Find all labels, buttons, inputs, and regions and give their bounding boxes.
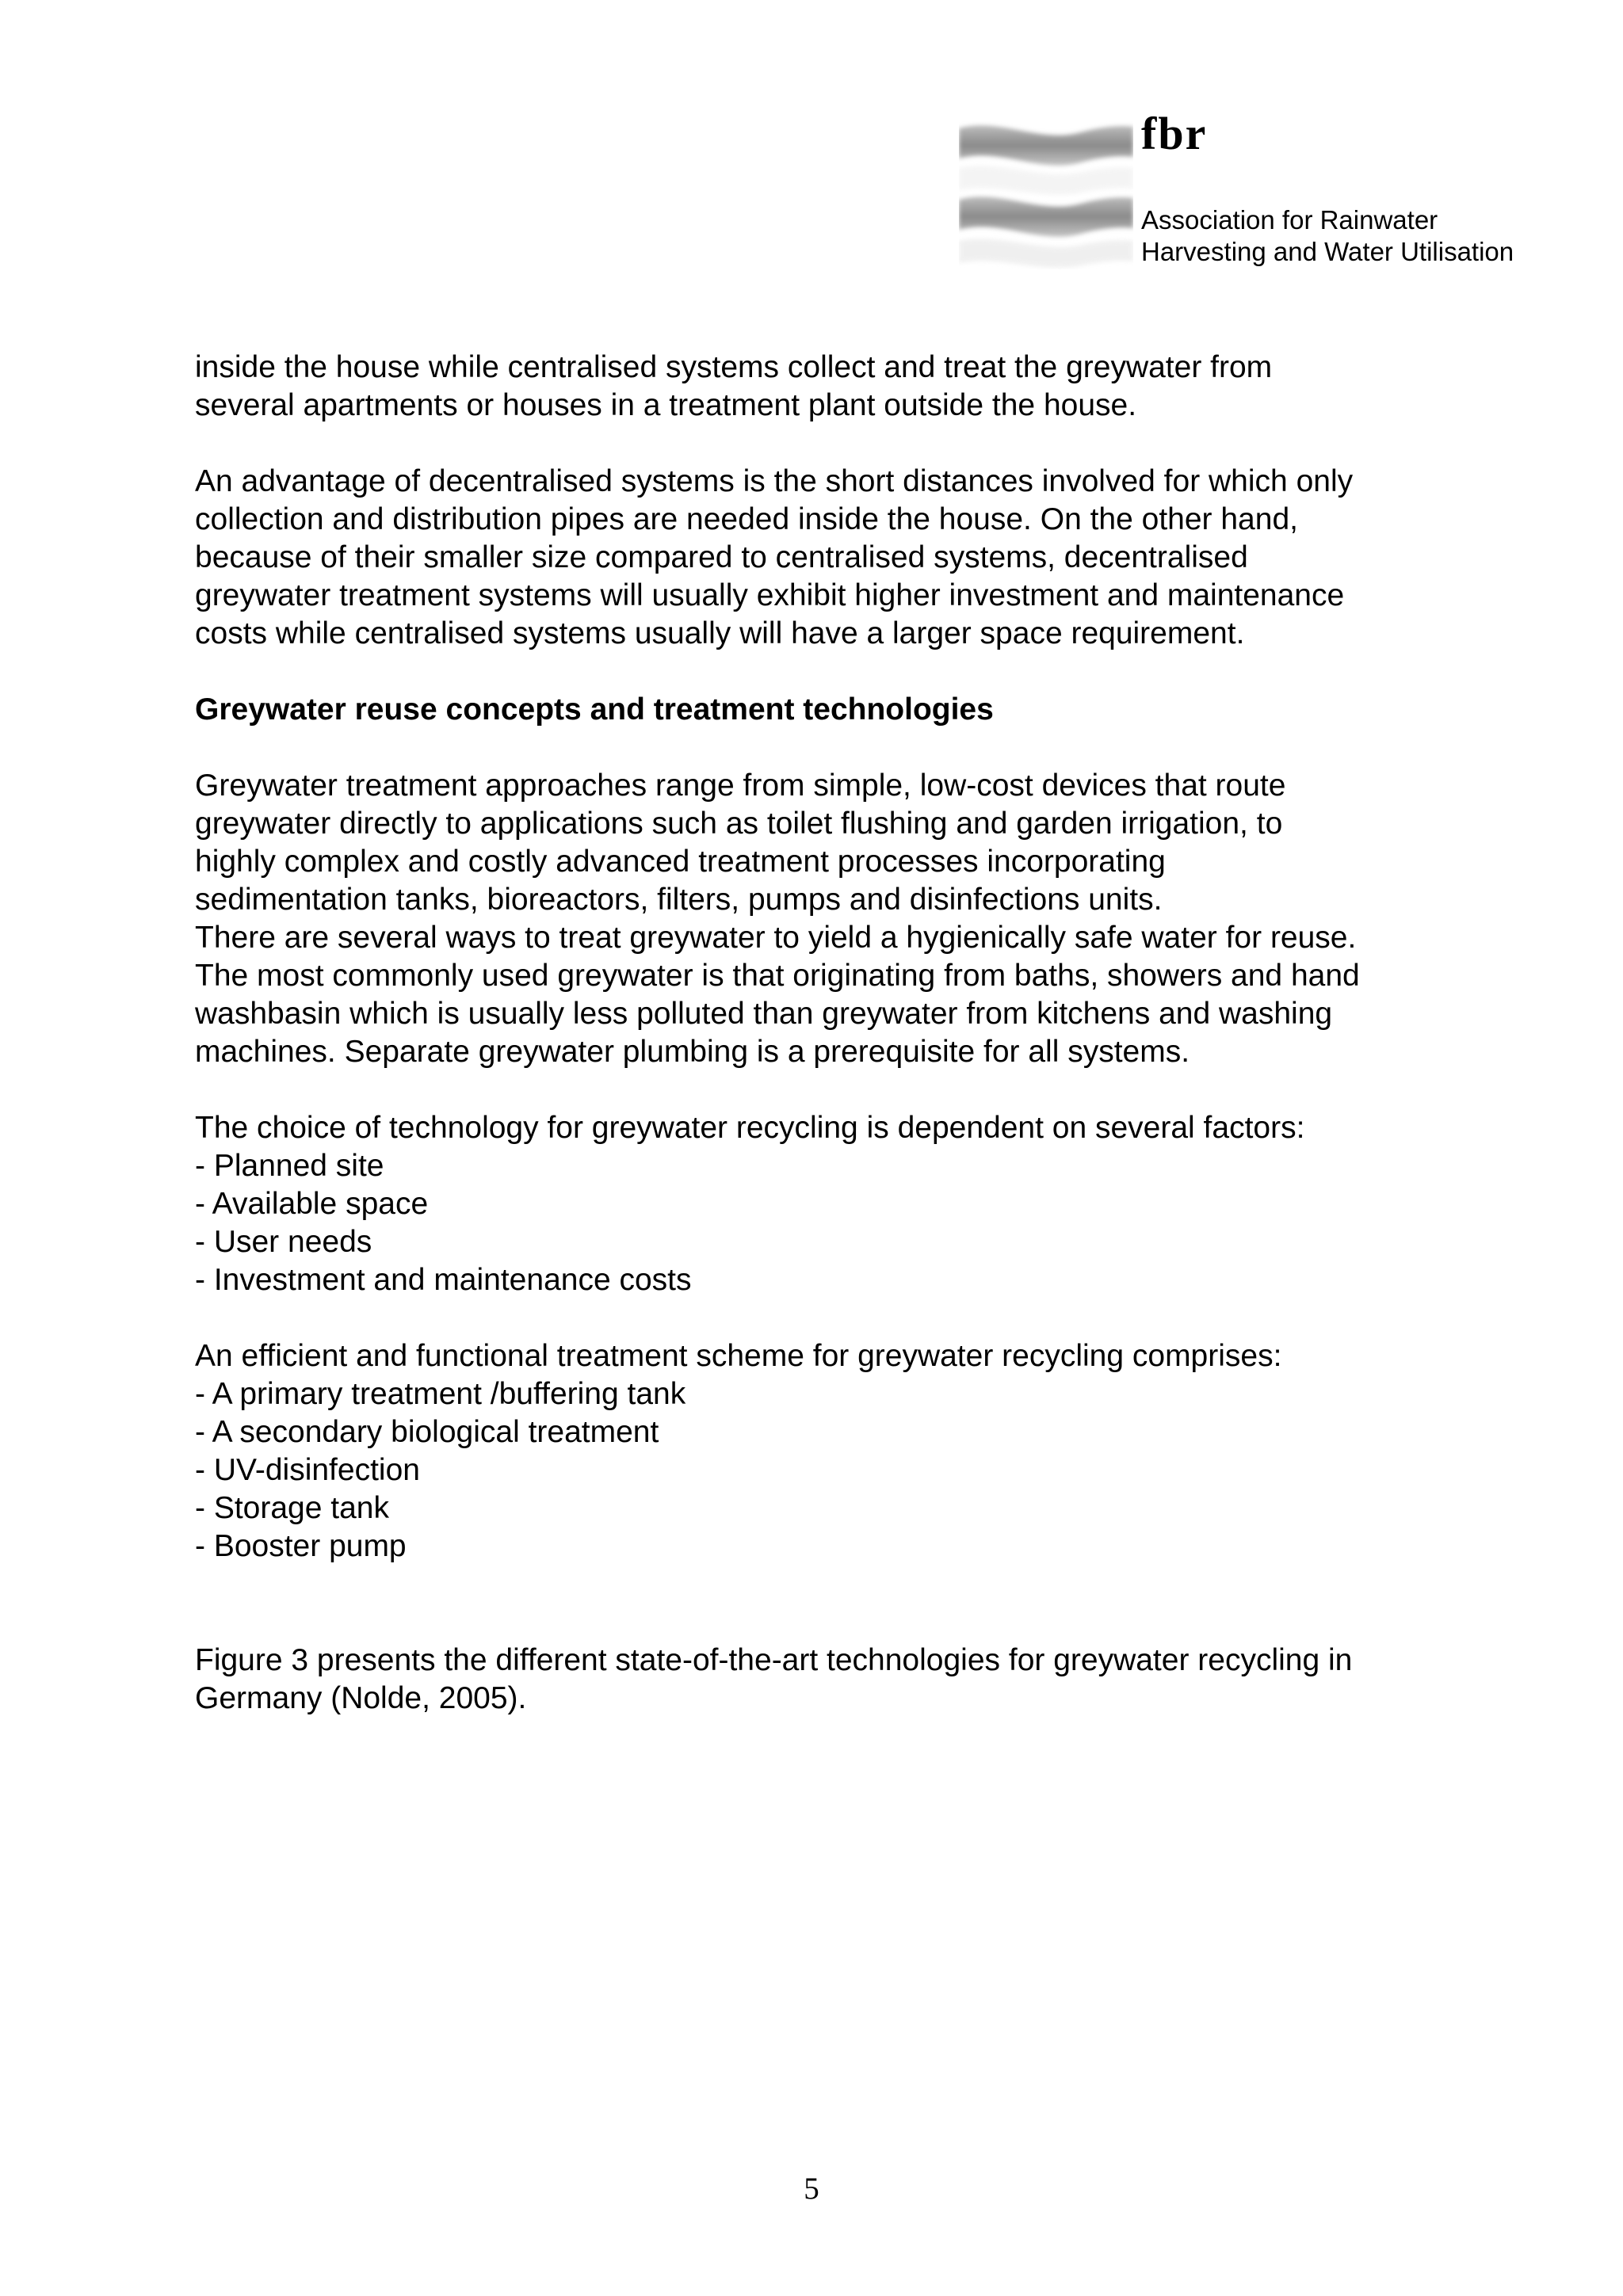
list-item: - UV-disinfection — [195, 1453, 420, 1487]
paragraph-treatment-ways: There are several ways to treat greywater to yield a hygienically safe water for reuse. The most commonly used greywater is that originating from baths, showers and hand washbasin which is usually less polluted than greywater from kitchens and washing machines. Separate greywater plumbing is a prerequisite for all systems. — [195, 921, 1360, 1069]
list-item: - User needs — [195, 1225, 372, 1259]
paragraph-advantage: An advantage of decentralised systems is the short distances involved for which only collection and distribution pipes are needed inside the house. On the other hand, because of their smaller size compared to centralised systems, decentralised greywater treatment systems will usually exhibit higher investment and maintenance costs while centralised systems usually will have a larger space requirement. — [195, 464, 1354, 650]
list-item: - Planned site — [195, 1149, 384, 1183]
scheme-list — [195, 1375, 1463, 1566]
paragraph-figure-reference: Figure 3 presents the different state-of-the-art technologies for greywater recycling in Germany (Nolde, 2005). — [195, 1643, 1353, 1715]
document-body — [195, 349, 1463, 1756]
wave-graphic — [959, 111, 1133, 269]
factors-intro: The choice of technology for greywater recycling is dependent on several factors: — [195, 1111, 1305, 1145]
org-name-line-1: Association for Rainwater — [1141, 205, 1438, 235]
list-item: - Investment and maintenance costs — [195, 1263, 692, 1297]
page-number: 5 — [804, 2172, 819, 2206]
list-item: - Storage tank — [195, 1491, 389, 1525]
section-heading: Greywater reuse concepts and treatment technologies — [195, 692, 994, 727]
list-item: - A secondary biological treatment — [195, 1415, 659, 1449]
list-item: - A primary treatment /buffering tank — [195, 1377, 686, 1411]
fbr-logo-waves — [959, 111, 1133, 269]
list-item: - Available space — [195, 1187, 429, 1221]
list-item: - Booster pump — [195, 1529, 407, 1563]
scheme-intro: An efficient and functional treatment scheme for greywater recycling comprises: — [195, 1339, 1282, 1373]
paragraph-approaches: Greywater treatment approaches range from simple, low-cost devices that route greywater directly to applications such as toilet flushing and garden irrigation, to highly complex and costly advanced treatment processes incorporating sedimentation tanks, bioreactors, filters, pumps and disinfections units. — [195, 769, 1286, 917]
org-name-line-2: Harvesting and Water Utilisation — [1141, 237, 1514, 266]
factors-list — [195, 1147, 1463, 1299]
paragraph-intro: inside the house while centralised systems collect and treat the greywater from several apartments or houses in a treatment plant outside the house. — [195, 350, 1273, 422]
org-abbreviation: fbr — [1141, 108, 1208, 159]
org-full-name — [1141, 204, 1514, 268]
